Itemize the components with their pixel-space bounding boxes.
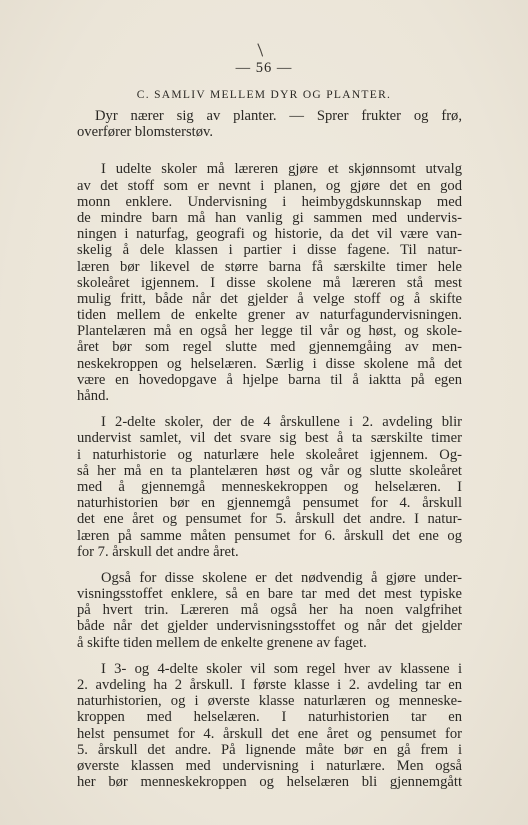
text-line: læren bør likevel de større barna få særskilte timer hele [77,258,462,275]
paragraph-undervisningsstoff [77,570,462,651]
text-line: for 7. årskull det andre året. [77,543,239,560]
text-line: ningen i naturfag, geografi og historie, da det vil være van- [77,226,462,243]
text-line: skoleåret igjennem. I disse skolene må læreren stå mest [77,274,462,291]
text-line: monn enklere. Undervisning i heimbygdskunnskap med [77,193,462,210]
text-line: helst pensumet for 4. årskull det ene året og pensumet for [77,725,462,742]
body-text [77,108,462,790]
text-line: på hvert trin. Læreren må også her ha noen valgfrihet [77,602,462,619]
text-line: neskekroppen og helselæren. Særlig i disse skolene må det [77,355,462,372]
text-line: mulig fritt, både når det gjelder å velge stoff og å skifte [77,290,462,307]
section-heading: C. SAMLIV MELLEM DYR OG PLANTER. [136,89,392,101]
text-line: naturhistorien, og i øverste klasse naturlæren og menneske- [77,693,462,710]
text-line: naturhistorien bør en gjennemgå pensumet for 4. årskull [77,495,462,512]
page-number: — 56 — [235,60,293,76]
text-line: øverste klassen med undervisning i naturlære. Men også [77,757,462,774]
text-line: Dyr nærer sig av planter. — Sprer frukter og frø, [95,108,462,124]
text-line: 2. avdeling ha 2 årskull. I første klasse i 2. avdeling tar en [77,677,462,693]
text-line: det ene året og pensumet for 5. årskull det andre. I natur- [77,511,462,528]
text-line: tiden mellem de enkelte grener av naturfagundervisningen. [77,307,462,324]
text-line: 5. årskull det andre. På lignende måte bør en gå frem i [77,741,462,758]
text-line: I udelte skoler må læreren gjøre et skjønnsomt utvalg [101,161,462,178]
text-line: i naturhistorie og naturlære hele skoleåret igjennem. Og- [77,446,462,463]
text-line: være en hovedopgave å hjelpe barna til å iaktta på egen [77,371,462,388]
pencil-mark [257,43,264,57]
paragraph-3-og-4-delte-skoler [77,661,462,791]
text-line: de mindre barn må han vanlig gi sammen med undervis- [77,209,462,226]
text-line: overfører blomsterstøv. [77,124,214,141]
text-line: I 2-delte skoler, der de 4 årskullene i 2. avdeling blir [101,414,462,431]
text-line: av det stoff som er nevnt i planen, og gjøre det en god [77,177,462,194]
text-line: undervist samlet, vil det svare sig best å ta særskilte timer [77,430,462,447]
text-line: her bør menneskekroppen og helselæren bli gjennemgått [77,774,462,791]
text-line: skelig å dele klassen i partier i disse fagene. Til natur- [77,242,462,259]
text-line: læren på samme måten pensumet for 6. årskull det ene og [77,527,462,544]
text-line: året bør som regel slutte med gjennemgåing av men- [77,339,462,356]
paragraph-2-delte-skoler [77,414,462,560]
text-line: Plantelæren må en også her legge til vår og høst, og skole- [77,323,462,340]
text-line: kroppen med helselæren. I naturhistorien tar en [77,709,462,726]
text-line: I 3- og 4-delte skoler vil som regel hver av klassene i [101,660,462,677]
paragraph-udelte-skoler [77,161,462,404]
text-line: så her må en ta plantelæren høst og vår og slutte skoleåret [77,462,462,479]
paragraph-intro [77,108,462,140]
text-line: hånd. [77,388,110,404]
text-line: å skifte tiden mellem de enkelte grenene av faget. [77,634,367,651]
text-line: Også for disse skolene er det nødvendig å gjøre under- [101,569,462,586]
text-line: visningsstoffet enklere, så en bare tar med det mest typiske [77,586,462,603]
text-line: med å gjennemgå menneskekroppen og helselæren. I [77,478,462,495]
text-line: både når det gjelder undervisningsstoffet og når det gjelder [77,618,462,635]
